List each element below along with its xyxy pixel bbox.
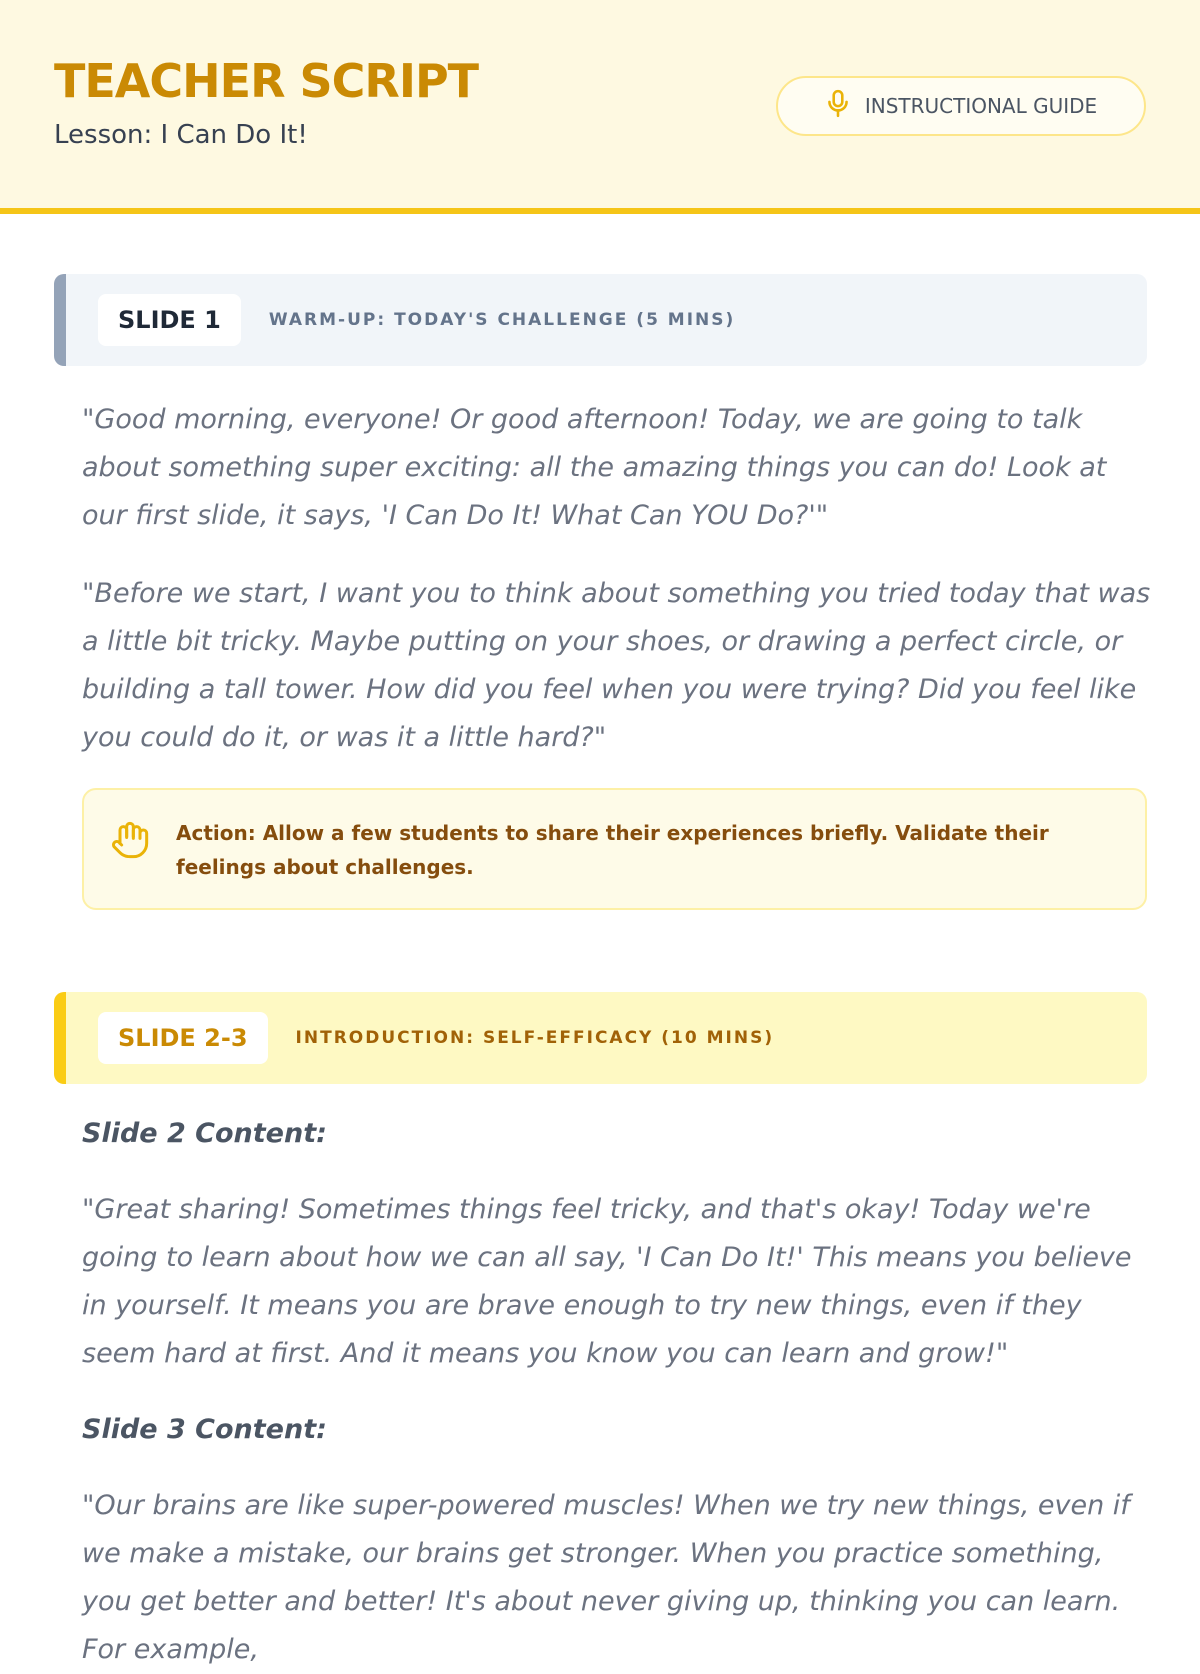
script-paragraph: "Our brains are like super-powered muscles! When we try new things, even if we make a mistake, our brains get stronger. When you practice something, you get better and better! It's about never giving up, thinking you can learn. For example, [82,1490,1130,1665]
slide-1-header [54,274,1147,366]
action-callout [82,788,1147,910]
page-header [0,0,1200,214]
script-paragraph: "Before we start, I want you to think about something you tried today that was a little bit tricky. Maybe putting on your shoes, or drawing a perfect circle, or building a tall tower. How did you feel when you were trying? Did you feel like you could do it, or was it a little hard?" [82,578,1151,753]
microphone-icon [825,89,851,124]
slide-section-label: INTRODUCTION: SELF-EFFICACY (10 MINS) [295,1028,775,1048]
script-paragraph: "Good morning, everyone! Or good afternoon! Today, we are going to talk about something super exciting: all the amazing things you can do! Look at our first slide, it says, 'I Can Do It! What Can YOU Do?'" [82,404,1107,531]
slide-2-3-header [54,992,1147,1084]
slide-badge: SLIDE 1 [98,294,241,346]
action-text: Action: Allow a few students to share their experiences briefly. Validate their feelings about challenges. [176,821,1049,879]
slide-badge: SLIDE 2-3 [98,1012,268,1064]
raised-hand-icon [110,820,150,864]
slide-3-content-heading: Slide 3 Content: [82,1414,327,1445]
script-paragraph: "Great sharing! Sometimes things feel tricky, and that's okay! Today we're going to learn about how we can all say, 'I Can Do It!' This means you believe in yourself. It means you are brave enough to try new things, even if they seem hard at first. And it means you know you can learn and grow!" [82,1194,1132,1369]
slide-2-content-heading: Slide 2 Content: [82,1118,327,1149]
instructional-guide-label: INSTRUCTIONAL GUIDE [864,94,1098,118]
slide-section-label: WARM-UP: TODAY'S CHALLENGE (5 MINS) [268,310,736,330]
instructional-guide-button[interactable] [776,76,1146,136]
lesson-subtitle: Lesson: I Can Do It! [54,120,308,150]
page-title: TEACHER SCRIPT [54,54,479,108]
